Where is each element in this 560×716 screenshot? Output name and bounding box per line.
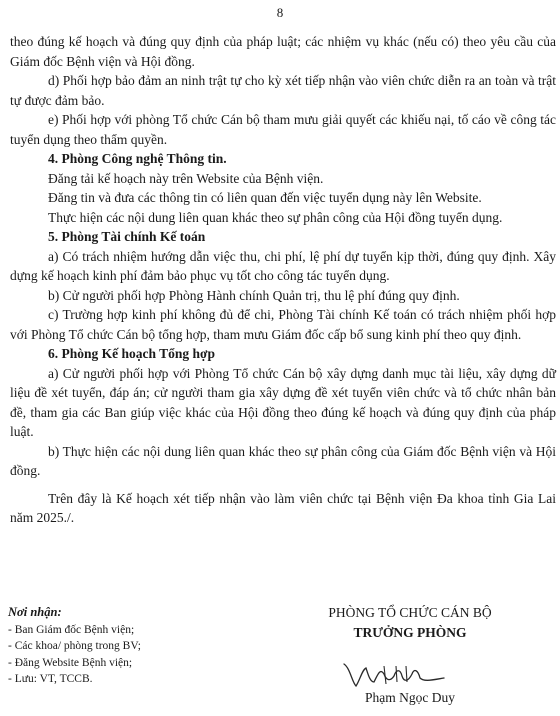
paragraph: c) Trường hợp kinh phí không đủ để chi, Phòng Tài chính Kế toán có trách nhiệm phối hợp với Phòng Tổ chức Cán bộ tổng hợp, tham mưu Giám đốc cấp bổ sung kinh phí theo quy định. <box>10 307 556 342</box>
document-body <box>10 32 556 528</box>
paragraph: Thực hiện các nội dung liên quan khác theo sự phân công của Hội đồng tuyển dụng. <box>48 209 503 225</box>
recipient-item: - Lưu: VT, TCCB. <box>8 673 93 685</box>
signature-block <box>290 603 530 642</box>
paragraph: Đăng tin và đưa các thông tin có liên quan đến việc tuyển dụng này lên Website. <box>48 190 482 205</box>
section-heading: 5. Phòng Tài chính Kế toán <box>48 229 206 244</box>
handwritten-signature <box>340 660 450 690</box>
recipient-item: - Đăng Website Bệnh viện; <box>8 656 133 669</box>
recipients-block <box>8 604 141 688</box>
signer-role: TRƯỞNG PHÒNG <box>353 624 467 640</box>
paragraph: b) Thực hiện các nội dung liên quan khác theo sự phân công của Giám đốc Bệnh viện và Hội đồng. <box>10 443 556 478</box>
signer-name: Phạm Ngọc Duy <box>365 690 455 705</box>
paragraph: a) Có trách nhiệm hướng dẫn việc thu, chi phí, lệ phí dự tuyển kịp thời, đúng quy định. Xây dựng kế hoạch kinh phí đảm bảo phục vụ tốt cho công tác tuyển dụng. <box>10 248 556 283</box>
recipient-item: - Ban Giám đốc Bệnh viện; <box>8 623 135 636</box>
paragraph: theo đúng kế hoạch và đúng quy định của pháp luật; các nhiệm vụ khác (nếu có) theo yêu cầu của Giám đốc Bệnh viện và Hội đồng. <box>10 34 556 69</box>
page-number: 8 <box>276 5 284 20</box>
section-heading: 4. Phòng Công nghệ Thông tin. <box>48 151 227 166</box>
closing-paragraph: Trên đây là Kế hoạch xét tiếp nhận vào làm viên chức tại Bệnh viện Đa khoa tỉnh Gia Lai năm 2025./. <box>10 490 556 525</box>
recipient-item: - Các khoa/ phòng trong BV; <box>8 640 141 652</box>
paragraph: e) Phối hợp với phòng Tổ chức Cán bộ tham mưu giải quyết các khiếu nại, tố cáo về công tác tuyển dụng theo thẩm quyền. <box>10 112 556 147</box>
paragraph: b) Cử người phối hợp Phòng Hành chính Quản trị, thu lệ phí đúng quy định. <box>48 287 460 303</box>
paragraph: a) Cử người phối hợp với Phòng Tổ chức Cán bộ xây dựng danh mục tài liệu, xây dựng dữ liệu đề xét tuyển, đáp án; cử người tham gia xây dựng đề xét tuyển viên chức và tổ chức nhân bản đề, tham gia các Ban giúp việc khác của Hội đồng theo đúng kế hoạch và đúng quy định của pháp luật. <box>10 365 556 439</box>
signer-unit: PHÒNG TỔ CHỨC CÁN BỘ <box>328 605 492 620</box>
recipients-title: Nơi nhận: <box>8 605 62 619</box>
paragraph: Đăng tải kế hoạch này trên Website của Bệnh viện. <box>48 170 324 186</box>
section-heading: 6. Phòng Kế hoạch Tổng hợp <box>48 346 216 361</box>
paragraph: d) Phối hợp bảo đảm an ninh trật tự cho kỳ xét tiếp nhận vào viên chức diễn ra an toàn và trật tự được đảm bảo. <box>10 73 556 108</box>
